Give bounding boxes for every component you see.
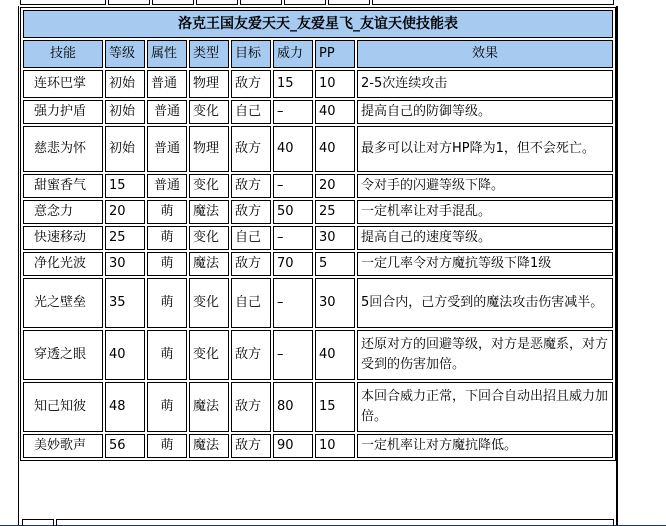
left-margin: [0, 0, 18, 525]
skill-pp: 20: [315, 174, 355, 198]
skill-name: 连环巴掌: [23, 70, 103, 98]
skill-name: 慈悲为怀: [23, 126, 103, 172]
skill-power: 70: [273, 252, 313, 276]
skill-level: 初始: [105, 100, 145, 124]
skill-level: 20: [105, 200, 145, 224]
skill-target: 自己: [231, 100, 271, 124]
skill-name: 知己知彼: [23, 382, 103, 432]
header-pp: PP: [315, 40, 355, 68]
skill-power: 40: [273, 126, 313, 172]
skill-pp: 5: [315, 252, 355, 276]
skill-attr: 萌: [147, 278, 187, 328]
bottom-stub-row: [20, 519, 616, 525]
skill-pp: 15: [315, 382, 355, 432]
header-skill: 技能: [23, 40, 103, 68]
skill-level: 56: [105, 434, 145, 458]
skill-name: 意念力: [23, 200, 103, 224]
table-header-row: [23, 40, 613, 68]
skill-target: 自己: [231, 278, 271, 328]
skill-target: 敌方: [231, 330, 271, 380]
skill-attr: 普通: [147, 100, 187, 124]
skill-effect: 5回合内，己方受到的魔法攻击伤害减半。: [357, 278, 613, 328]
skill-effect: 一定机率让对手混乱。: [357, 200, 613, 224]
table-row: [23, 226, 613, 250]
table-row: [23, 252, 613, 276]
header-type: 类型: [189, 40, 229, 68]
skill-pp: 30: [315, 226, 355, 250]
skill-level: 40: [105, 330, 145, 380]
skill-effect: 一定机率让对方魔抗降低。: [357, 434, 613, 458]
skill-effect: 令对手的闪避等级下降。: [357, 174, 613, 198]
skill-pp: 10: [315, 70, 355, 98]
skill-target: 敌方: [231, 126, 271, 172]
right-margin: [618, 0, 666, 525]
skill-attr: 萌: [147, 252, 187, 276]
skill-type: 变化: [189, 174, 229, 198]
table-row: [23, 382, 613, 432]
skill-pp: 30: [315, 278, 355, 328]
skill-attr: 萌: [147, 330, 187, 380]
skill-power: –: [273, 226, 313, 250]
skill-type: 物理: [189, 70, 229, 98]
skill-power: –: [273, 174, 313, 198]
skill-pp: 10: [315, 434, 355, 458]
skill-effect: 2-5次连续攻击: [357, 70, 613, 98]
skill-power: –: [273, 278, 313, 328]
skill-target: 敌方: [231, 434, 271, 458]
skill-target: 敌方: [231, 70, 271, 98]
skill-power: 15: [273, 70, 313, 98]
skill-name: 净化光波: [23, 252, 103, 276]
skill-type: 变化: [189, 278, 229, 328]
table-row: [23, 434, 613, 458]
skill-power: –: [273, 100, 313, 124]
skill-table: [20, 7, 616, 461]
skill-type: 魔法: [189, 200, 229, 224]
skill-name: 甜蜜香气: [23, 174, 103, 198]
skill-level: 初始: [105, 126, 145, 172]
skill-name: 强力护盾: [23, 100, 103, 124]
skill-target: 敌方: [231, 252, 271, 276]
table-row: [23, 278, 613, 328]
skill-name: 穿透之眼: [23, 330, 103, 380]
skill-attr: 萌: [147, 434, 187, 458]
skill-attr: 普通: [147, 174, 187, 198]
table-row: [23, 70, 613, 98]
table-row: [23, 330, 613, 380]
skill-type: 魔法: [189, 434, 229, 458]
skill-effect: 最多可以让对方HP降为1，但不会死亡。: [357, 126, 613, 172]
skill-attr: 萌: [147, 226, 187, 250]
table-row: [23, 200, 613, 224]
skill-power: 80: [273, 382, 313, 432]
skill-effect: 提高自己的防御等级。: [357, 100, 613, 124]
skill-type: 变化: [189, 226, 229, 250]
header-attr: 属性: [147, 40, 187, 68]
skill-pp: 25: [315, 200, 355, 224]
skill-level: 48: [105, 382, 145, 432]
skill-type: 变化: [189, 100, 229, 124]
skill-power: 50: [273, 200, 313, 224]
left-border: [18, 0, 19, 525]
skill-pp: 40: [315, 126, 355, 172]
skill-power: 90: [273, 434, 313, 458]
skill-target: 自己: [231, 226, 271, 250]
skill-level: 30: [105, 252, 145, 276]
skill-pp: 40: [315, 100, 355, 124]
skill-level: 25: [105, 226, 145, 250]
header-effect: 效果: [357, 40, 613, 68]
skill-attr: 萌: [147, 200, 187, 224]
skill-target: 敌方: [231, 382, 271, 432]
skill-target: 敌方: [231, 200, 271, 224]
skill-name: 快速移动: [23, 226, 103, 250]
skill-attr: 萌: [147, 382, 187, 432]
skill-effect: 还原对方的回避等级，对方是恶魔系，对方受到的伤害加倍。: [357, 330, 613, 380]
skill-power: –: [273, 330, 313, 380]
skill-type: 物理: [189, 126, 229, 172]
skill-attr: 普通: [147, 126, 187, 172]
skill-effect: 提高自己的速度等级。: [357, 226, 613, 250]
skill-effect: 一定几率令对方魔抗等级下降1级: [357, 252, 613, 276]
table-title: 洛克王国友爱天天_友爱星飞_友谊天使技能表: [23, 10, 613, 38]
table-row: [23, 126, 613, 172]
skill-level: 35: [105, 278, 145, 328]
header-level: 等级: [105, 40, 145, 68]
skill-effect: 本回合威力正常，下回合自动出招且威力加倍。: [357, 382, 613, 432]
skill-name: 光之壁垒: [23, 278, 103, 328]
skill-level: 15: [105, 174, 145, 198]
skill-type: 魔法: [189, 382, 229, 432]
skill-pp: 40: [315, 330, 355, 380]
skill-type: 变化: [189, 330, 229, 380]
header-target: 目标: [231, 40, 271, 68]
skill-attr: 普通: [147, 70, 187, 98]
skill-level: 初始: [105, 70, 145, 98]
skill-type: 魔法: [189, 252, 229, 276]
top-stub-row: [18, 0, 618, 6]
table-row: [23, 100, 613, 124]
table-row: [23, 174, 613, 198]
header-power: 威力: [273, 40, 313, 68]
skill-target: 敌方: [231, 174, 271, 198]
skill-name: 美妙歌声: [23, 434, 103, 458]
